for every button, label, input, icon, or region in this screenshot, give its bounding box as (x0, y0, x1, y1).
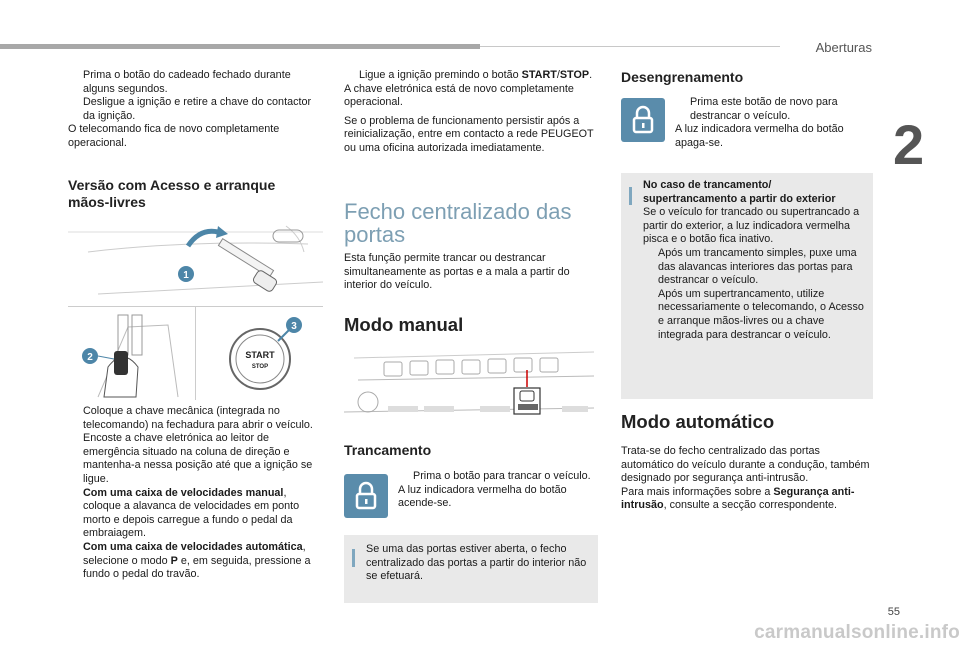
list-item: Ligue a ignição premindo o botão START/STOP. (344, 69, 598, 83)
list-item: Prima o botão do cadeado fechado durante alguns segundos. (68, 69, 323, 96)
paragraph: Trata-se do fecho centralizado das portas automático do veículo durante a condução, também designado por segurança anti-intrusão. (621, 445, 870, 485)
heading-unlocking: Desengrenamento (621, 69, 744, 85)
heading-automatic-mode: Modo automático (621, 411, 775, 432)
bullet-marker (68, 432, 83, 486)
note-text: Se uma das portas estiver aberta, o fecho centralizado das portas a partir do interior não se efetuará. (366, 543, 587, 583)
bullet-marker (68, 541, 83, 582)
padlock-icon (621, 98, 665, 142)
paragraph: Para mais informações sobre a Segurança anti-intrusão, consulte a secção correspondente. (621, 485, 855, 512)
list-item: Com uma caixa de velocidades automática, selecione o modo P e, em seguida, pressione a fundo o pedal do travão. (68, 541, 326, 582)
bullet-marker (643, 247, 658, 288)
paragraph: A chave eletrónica está de novo completamente operacional. (344, 82, 574, 109)
figure-label-3: 3 (291, 321, 297, 332)
start-stop-drawing (196, 307, 323, 400)
bullet-marker (68, 96, 83, 123)
col3-auto-text (621, 445, 875, 513)
paragraph: A luz indicadora vermelha do botão apaga-se. (675, 123, 844, 149)
paragraph: Esta função permite trancar ou destrancar simultaneamente as portas e a mala a partir do interior do veículo. (344, 252, 570, 292)
heading-central-locking: Fecho centralizado das portas (344, 199, 572, 247)
watermark: carmanualsonline.info (754, 622, 960, 643)
header-rule (0, 44, 480, 49)
header-rule-thin (480, 46, 780, 47)
bullet-marker (68, 69, 83, 96)
note-accent-bar (352, 549, 355, 567)
paragraph: Se o veículo for trancado ou supertrancado a partir do exterior, a luz indicadora vermelha pisca e o botão fica inativo. (643, 206, 860, 246)
bullet-marker (68, 405, 83, 432)
list-item: Encoste a chave eletrónica ao leitor de emergência situado na coluna de direção e mantenha-a nessa posição até que a ignição se ligue. (68, 432, 326, 486)
door-lock-drawing (68, 222, 323, 306)
figure-label-2: 2 (87, 352, 93, 363)
start-stop-illustration (196, 307, 323, 400)
list-item: Coloque a chave mecânica (integrada no telecomando) na fechadura para abrir o veículo. (68, 405, 326, 432)
bullet-marker (643, 288, 658, 342)
paragraph: A luz indicadora vermelha do botão acende-se. (398, 483, 567, 510)
padlock-closed-icon (344, 474, 388, 518)
emergency-reader-drawing (68, 307, 195, 400)
list-item: Prima o botão para trancar o veículo. (398, 470, 598, 484)
list-item: Com uma caixa de velocidades manual, coloque a alavanca de velocidades em ponto morto e depois carregue a fundo o pedal da embraiagem. (68, 487, 326, 541)
col2-intro (344, 69, 598, 156)
heading-locking: Trancamento (344, 442, 432, 458)
note-content: No caso de trancamento/ supertrancamento a partir do exterior Se o veículo for trancado ou supertrancado a partir do exterior, a luz indicadora vermelha pisca e o botão fica inativo. Após um trancamento simples, puxe uma das alavancas interiores das portas para destrancar o veículo. Após um supertrancamento, utilize necessariamente o telecomando, o Acesso e arranque mãos-livres ou a chave integrada para destrancar o veículo. (643, 179, 869, 342)
console-drawing (344, 350, 598, 424)
col1-intro (68, 69, 323, 151)
heading-hands-free: Versão com Acesso e arranque mãos-livres (68, 177, 276, 210)
chapter-number: 2 (893, 113, 925, 176)
bullet-marker (344, 69, 359, 83)
section-title: Aberturas (815, 40, 872, 55)
note-box (344, 535, 598, 603)
console-illustration (344, 350, 598, 424)
bullet-marker (68, 487, 83, 541)
lock-button-icon (344, 474, 388, 518)
figure-label-1: 1 (183, 270, 189, 281)
heading-manual-mode: Modo manual (344, 314, 464, 335)
paragraph: Se o problema de funcionamento persistir após a reinicialização, entre em contacto a rede PEUGEOT ou uma oficina autorizada imediatamente. (344, 114, 594, 154)
note-box (621, 173, 873, 399)
list-item: Prima este botão de novo para destrancar o veículo. (675, 96, 875, 123)
note-accent-bar (629, 187, 632, 205)
bullet-marker (675, 96, 690, 123)
col3-unlock-text (675, 96, 875, 150)
list-item: Desligue a ignição e retire a chave do contactor da ignição. (68, 96, 323, 123)
stop-label: STOP (251, 364, 269, 370)
door-lock-illustration (68, 222, 323, 306)
list-item: Após um trancamento simples, puxe uma das alavancas interiores das portas para destrancar o veículo. (643, 247, 869, 288)
start-label: START (245, 350, 275, 360)
col2-lock-text (398, 470, 598, 511)
col1-steps (68, 405, 326, 582)
unlock-button-icon (621, 98, 665, 142)
paragraph: O telecomando fica de novo completamente operacional. (68, 123, 280, 149)
emergency-reader-illustration (68, 307, 195, 400)
list-item: Após um supertrancamento, utilize necessariamente o telecomando, o Acesso e arranque mãos-livres ou a chave integrada para destrancar o veículo. (643, 288, 869, 342)
page-number: 55 (887, 606, 900, 618)
col2-central-para (344, 252, 598, 293)
bullet-marker (398, 470, 413, 484)
